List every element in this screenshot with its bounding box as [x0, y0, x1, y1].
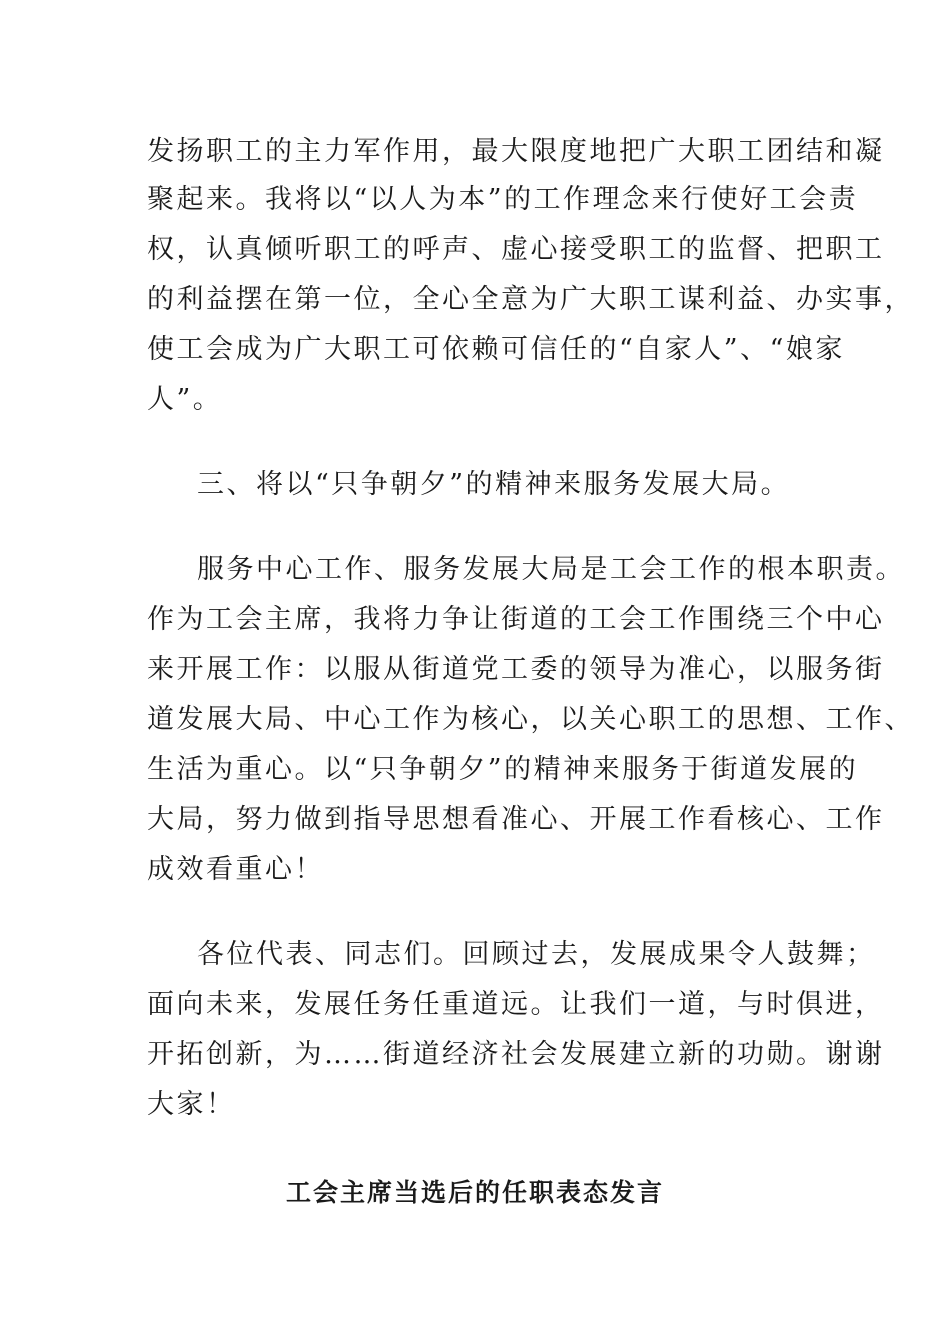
- paragraph-line: 使工会成为广大职工可依赖可信任的“自家人”、“娘家: [147, 334, 845, 365]
- section-heading: 三、将以“只争朝夕”的精神来服务发展大局。: [197, 469, 791, 500]
- paragraph-line: 人”。: [147, 384, 223, 415]
- paragraph-line: 来开展工作：以服从街道党工委的领导为准心，以服务街: [147, 654, 885, 685]
- paragraph-line: 成效看重心！: [147, 854, 324, 885]
- paragraph-line: 服务中心工作、服务发展大局是工会工作的根本职责。: [197, 554, 905, 585]
- paragraph-line: 大家！: [147, 1089, 236, 1120]
- paragraph-line: 发扬职工的主力军作用，最大限度地把广大职工团结和凝: [147, 136, 885, 167]
- paragraph-line: 生活为重心。以“只争朝夕”的精神来服务于街道发展的: [147, 754, 859, 785]
- article-title: 工会主席当选后的任职表态发言: [285, 1178, 664, 1207]
- paragraph-line: 开拓创新，为……街道经济社会发展建立新的功勋。谢谢: [147, 1039, 885, 1070]
- paragraph-line: 权，认真倾听职工的呼声、虚心接受职工的监督、把职工: [147, 234, 885, 265]
- paragraph-line: 大局，努力做到指导思想看准心、开展工作看核心、工作: [147, 804, 885, 835]
- paragraph-line: 各位代表、同志们。回顾过去，发展成果令人鼓舞；: [197, 939, 876, 970]
- paragraph-line: 面向未来，发展任务任重道远。让我们一道，与时俱进，: [147, 989, 885, 1020]
- paragraph-line: 道发展大局、中心工作为核心，以关心职工的思想、工作、: [147, 704, 914, 735]
- paragraph-line: 的利益摆在第一位，全心全意为广大职工谋利益、办实事，: [147, 284, 914, 315]
- paragraph-line: 聚起来。我将以“以人为本”的工作理念来行使好工会责: [147, 184, 859, 215]
- paragraph-line: 作为工会主席，我将力争让街道的工会工作围绕三个中心: [147, 604, 885, 635]
